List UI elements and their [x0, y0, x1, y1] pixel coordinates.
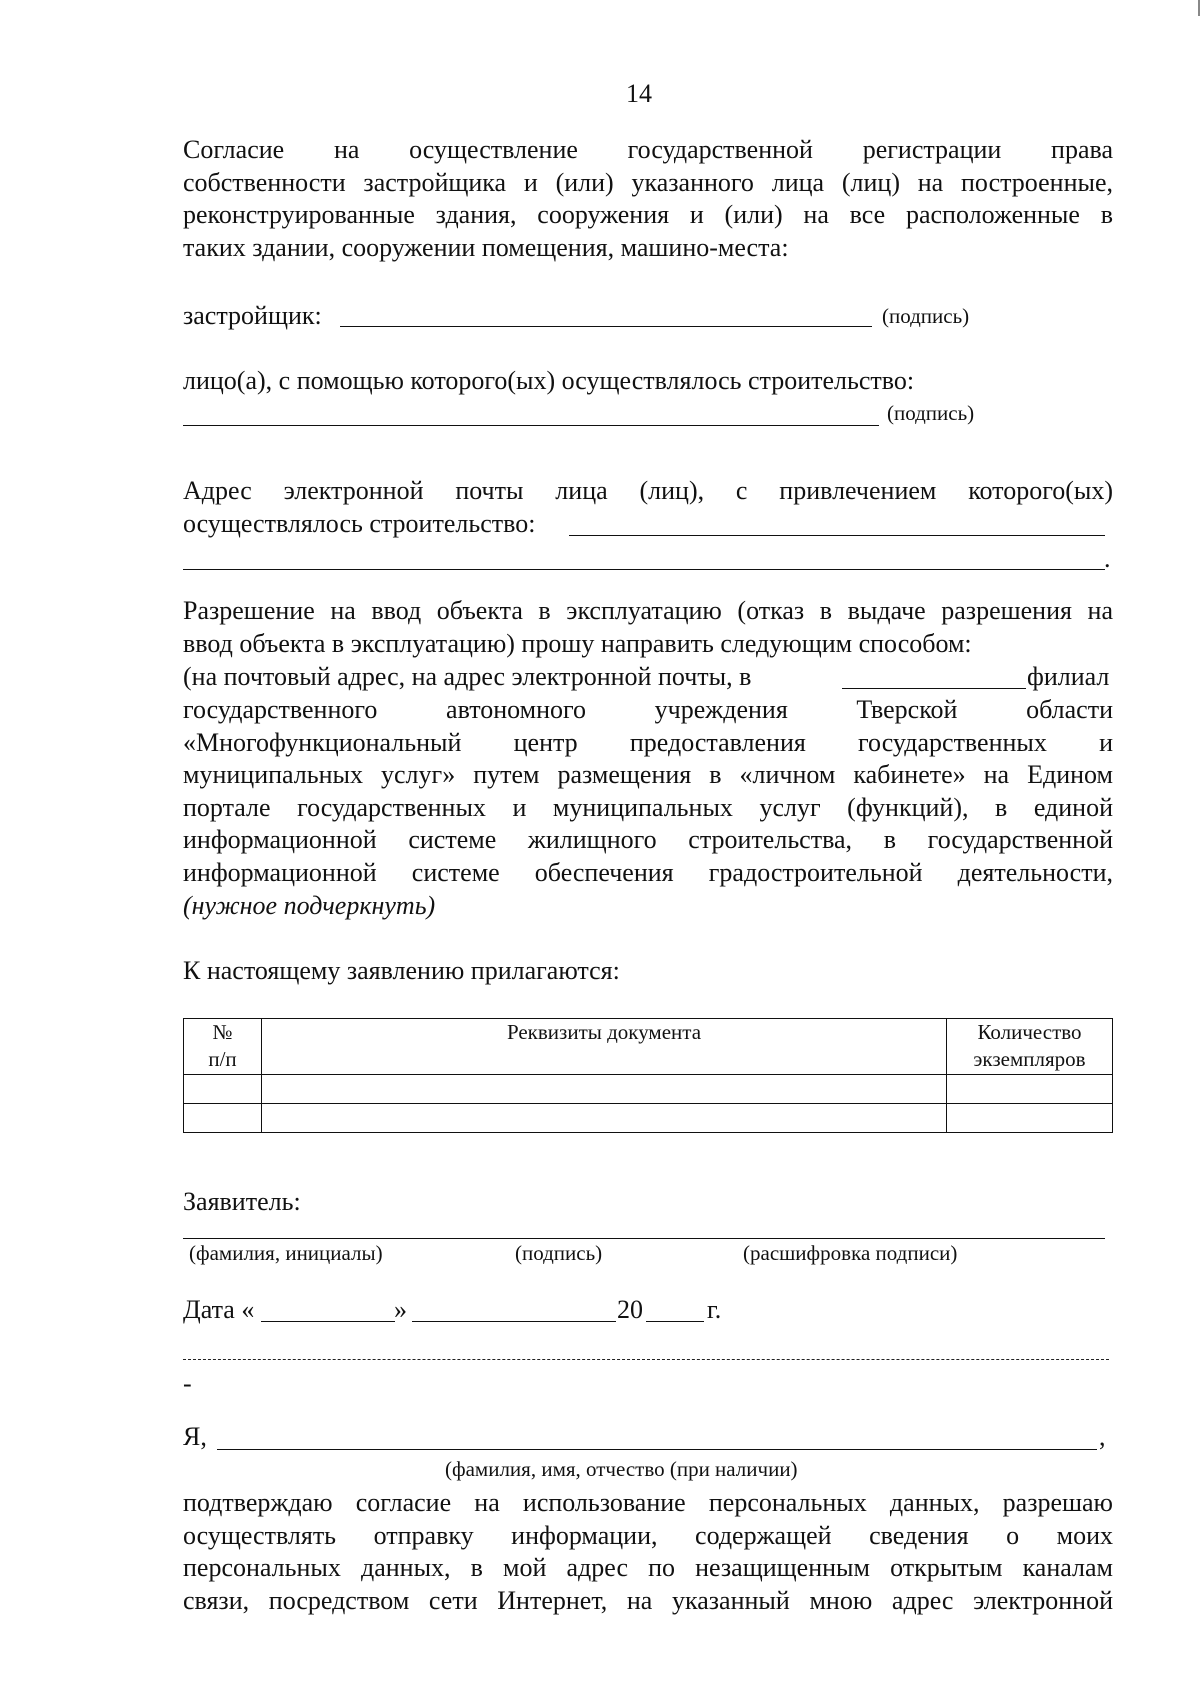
paragraph-line: государственного автономного учреждения Тверской области [183, 695, 1113, 724]
paragraph-line: ввод объекта в эксплуатацию) прошу направить следующим способом: [183, 628, 972, 658]
paragraph-line: осуществлять отправку информации, содержащей сведения о моих [183, 1520, 1113, 1550]
date-year-prefix: 20 [617, 1295, 643, 1324]
delivery-paragraph [183, 595, 1113, 660]
cut-line-separator [183, 1359, 1109, 1360]
builder-signature-field[interactable] [183, 425, 879, 426]
header-num-line2: п/п [208, 1047, 237, 1071]
table-cell[interactable] [184, 1075, 262, 1104]
developer-label: застройщик: [183, 301, 322, 330]
paragraph-line: Согласие на осуществление государственной регистрации права [183, 135, 1113, 164]
paragraph-line: подтверждаю согласие на использование персональных данных, разрешаю [183, 1488, 1113, 1517]
applicant-label: Заявитель: [183, 1187, 301, 1216]
full-name-hint: (фамилия, имя, отчество (при наличии) [445, 1457, 798, 1481]
table-header-row [184, 1019, 1113, 1075]
mfc-branch-field[interactable] [842, 688, 1026, 689]
table-cell[interactable] [947, 1104, 1113, 1133]
paragraph-line: «Многофункциональный центр предоставления государственных и [183, 727, 1113, 757]
developer-signature-field[interactable] [340, 326, 872, 327]
separator-minus: - [183, 1369, 192, 1398]
email-field-continued[interactable] [183, 569, 1105, 570]
developer-sign-hint: (подпись) [882, 304, 970, 328]
full-name-field[interactable] [217, 1449, 1097, 1450]
email-end-dot: . [1104, 544, 1111, 573]
table-cell[interactable] [947, 1075, 1113, 1104]
paragraph-line: таких здании, сооружении помещения, машино-места: [183, 232, 789, 262]
header-qty-line1: Количество [977, 1020, 1082, 1044]
paragraph-line: Адрес электронной почты лица (лиц), с привлечением которого(ых) [183, 476, 1113, 505]
delivery-note: (нужное подчеркнуть) [183, 891, 436, 920]
applicant-name-hint: (фамилия, инициалы) [189, 1241, 383, 1265]
date-suffix: г. [707, 1295, 722, 1324]
header-num [184, 1019, 262, 1075]
attachments-intro: К настоящему заявлению прилагаются: [183, 956, 620, 985]
table-cell[interactable] [262, 1075, 947, 1104]
attachments-table [183, 1018, 1113, 1133]
paragraph-line: реконструированные здания, сооружения и (или) на все расположенные в [183, 200, 1113, 229]
table-row [184, 1104, 1113, 1133]
date-month-field[interactable] [412, 1321, 616, 1322]
paragraph-line: персональных данных, в мой адрес по незащищенным открытым каналам [183, 1553, 1113, 1582]
date-year-field[interactable] [646, 1321, 704, 1322]
table-cell[interactable] [184, 1104, 262, 1133]
personal-comma: , [1099, 1422, 1106, 1451]
consent-registration-paragraph [183, 134, 1113, 264]
personal-prefix: Я, [183, 1422, 207, 1451]
table-cell[interactable] [262, 1104, 947, 1133]
email-paragraph [183, 475, 1113, 508]
paragraph-line: собственности застройщика и (или) указанного лица (лиц) на построенные, [183, 167, 1113, 197]
delivery-paragraph-rest [183, 694, 1113, 889]
header-details: Реквизиты документа [262, 1019, 947, 1075]
paragraph-line: информационной системе обеспечения градостроительной деятельности, [183, 857, 1113, 887]
delivery-options-start: (на почтовый адрес, на адрес электронной почты, в [183, 662, 752, 691]
paragraph-line: муниципальных услуг» путем размещения в «личном кабинете» на Едином [183, 760, 1113, 789]
email-label-cont: осуществлялось строительство: [183, 509, 536, 538]
header-num-line1: № [212, 1020, 233, 1044]
paragraph-line: связи, посредством сети Интернет, на указанный мною адрес электронной [183, 1585, 1113, 1615]
date-day-field[interactable] [261, 1321, 395, 1322]
builder-label: лицо(а), с помощью которого(ых) осуществлялось строительство: [183, 366, 915, 395]
builder-sign-hint: (подпись) [887, 401, 975, 425]
page-number: 14 [626, 79, 652, 108]
personal-consent-paragraph [183, 1487, 1113, 1617]
applicant-signature-field[interactable] [183, 1238, 1105, 1239]
paragraph-line: информационной системе жилищного строительства, в государственной [183, 825, 1113, 854]
applicant-sign-hint: (подпись) [515, 1241, 603, 1265]
date-prefix: Дата « [183, 1295, 255, 1324]
delivery-branch-word: филиал [1027, 662, 1110, 691]
applicant-decode-hint: (расшифровка подписи) [743, 1241, 958, 1265]
paragraph-line: портале государственных и муниципальных услуг (функций), в единой [183, 792, 1113, 822]
paragraph-line: Разрешение на ввод объекта в эксплуатацию (отказ в выдаче разрешения на [183, 596, 1113, 625]
header-qty-line2: экземпляров [973, 1047, 1086, 1071]
email-field[interactable] [569, 535, 1105, 536]
table-row [184, 1075, 1113, 1104]
header-qty [947, 1019, 1113, 1075]
date-close-quote: » [394, 1295, 407, 1324]
